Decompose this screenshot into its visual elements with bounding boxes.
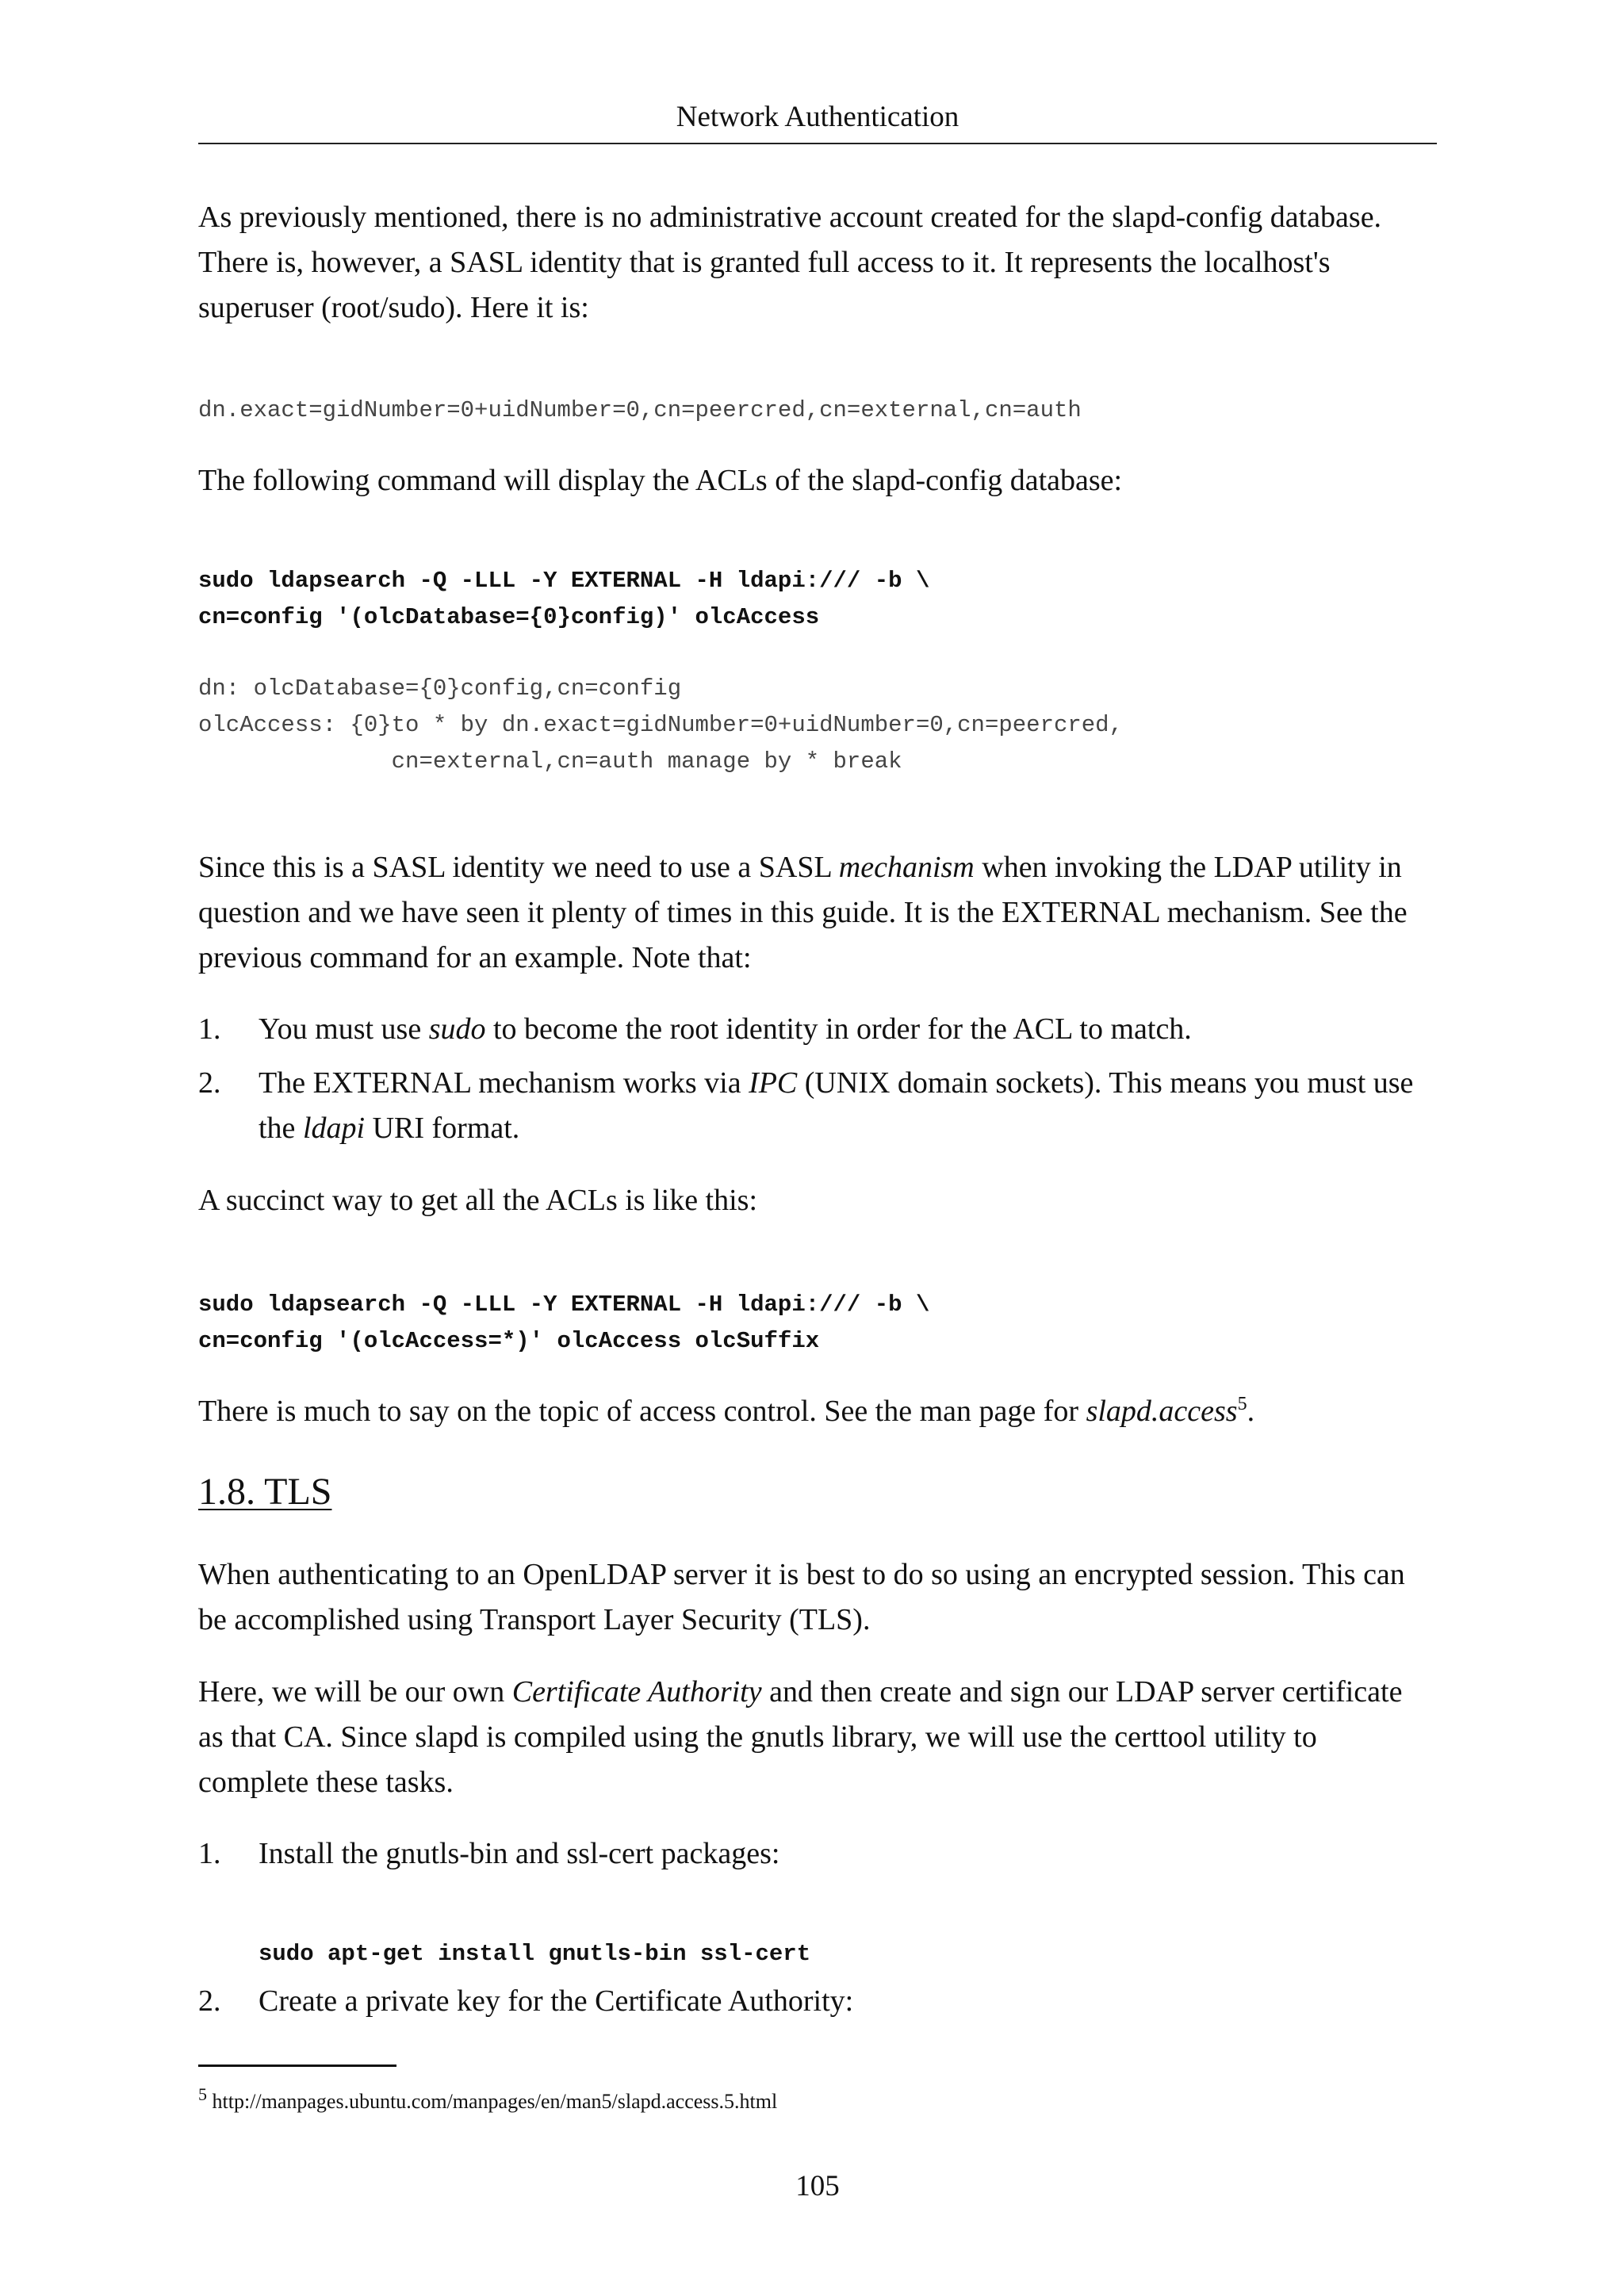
intro-line-1: As previously mentioned, there is no administrative account created for the slapd-config database. [198,201,1382,234]
ldapsearch-all-acls-command [198,1287,929,1360]
output-line-1: dn: olcDatabase={0}config,cn=config [198,675,682,702]
list-number: 2. [198,1984,221,2018]
footnote-number: 5 [198,2084,207,2104]
acl-command-intro: The following command will display the ACLs of the slapd-config database: [198,464,1123,497]
emphasis-certificate-authority: Certificate Authority [511,1675,762,1709]
command-line: sudo apt-get install gnutls-bin ssl-cert [259,1941,811,1967]
intro-line-3: superuser (root/sudo). Here it is: [198,291,589,324]
intro-paragraph [198,195,1437,331]
access-control-paragraph: There is much to say on the topic of access control. See the man page for slapd.access$^5$. [198,1394,1255,1428]
list-number: 1. [198,1837,221,1870]
succinct-acl-intro: A succinct way to get all the ACLs is like this: [198,1184,758,1217]
emphasis-mechanism: mechanism [838,851,975,884]
list-number: 2. [198,1066,221,1100]
ldapsearch-config-output [198,671,1123,780]
document-page: Network Authentication As previously mentioned, there is no administrative account created for the slapd-config database. There is, however, a SASL identity that is granted full access to it. It represents the localhost's superuser (root/sudo). Here it is: dn.exact=gidNumber=0+uidNumber=0,cn=peercred,cn=external,cn=auth The following command will display the ACLs of the slapd-config database: sudo ldapsearch -Q -LLL -Y EXTERNAL -H ldapi:/// -b \ cn=config '(olcDatabase={0}config)' olcAccess dn: olcDatabase={0}config,cn=config olcAccess: {0}to * by dn.exact=gidNumber=0+uidNumber=0,cn=peercred, cn=external,cn=auth manage by * break Since this is a SASL identity we need to use a SASL mechanism when invoking the LDAP utility in question and we have seen it plenty of times in this guide. It is the EXTERNAL mechanism. See the previous command for an example. Note that: 1. You must use sudo to become the root identity in order for the ACL to match. 2. The EXTERNAL mechanism works via IPC (UNIX domain sockets). This means you must use the ldapi URI format. A succinct way to get all the ACLs is like this: sudo ldapsearch -Q -LLL -Y EXTERNAL -H ldapi:/// -b \ cn=config '(olcAccess=*)' olcAccess olcSuffix There is much to say on the topic of access control. See the man page for slapd.access$^5$. 1.8. TLS When authenticating to an OpenLDAP server it is best to do so using an encrypted session. This can be accomplished using Transport Layer Security (TLS). Here, we will be our own Certificate Authority and then create and sign our LDAP server certificate as that CA. Since slapd is compiled using the gnutls library, we will use the certtool utility to complete these tasks. 1. Install the gnutls-bin and ssl-cert packages: sudo apt-get install gnutls-bin ssl-cert 2. Create a private key for the Certificate Authority: $^5$ http://manpages.ubuntu.com/manpages/en/man5/slapd.access.5.html 105 [198,0,1437,2296]
section-heading-tls: 1.8. TLS [198,1471,332,1513]
sasl-identity-code [198,392,1082,429]
emphasis-ipc: IPC [749,1066,798,1100]
command-line-2: cn=config '(olcAccess=*)' olcAccess olcSuffix [198,1328,820,1354]
certificate-authority-paragraph: Here, we will be our own Certificate Authority and then create and sign our LDAP server certificate as that CA. Since slapd is compiled using the gnutls library, we will use the certtool utility to complete these tasks. [198,1675,1403,1799]
apt-get-install-command [259,1936,810,1973]
footnote-rule [198,2064,396,2067]
command-line-1: sudo ldapsearch -Q -LLL -Y EXTERNAL -H ldapi:/// -b \ [198,568,930,594]
sasl-mechanism-paragraph: Since this is a SASL identity we need to use a SASL mechanism when invoking the LDAP utility in question and we have seen it plenty of times in this guide. It is the EXTERNAL mechanism. See the previous command for an example. Note that: [198,851,1408,974]
emphasis-slapd-access: slapd.access [1086,1395,1238,1428]
command-line-2: cn=config '(olcDatabase={0}config)' olcAccess [198,604,820,630]
emphasis-sudo: sudo [428,1012,486,1046]
output-line-2: olcAccess: {0}to * by dn.exact=gidNumber=0+uidNumber=0,cn=peercred, [198,712,1123,738]
output-line-3: cn=external,cn=auth manage by * break [198,748,902,775]
tls-intro-paragraph: When authenticating to an OpenLDAP server it is best to do so using an encrypted session. This can be accomplished using Transport Layer Security (TLS). [198,1558,1405,1636]
header-rule [198,143,1437,144]
running-header: Network Authentication [676,101,959,133]
list-number: 1. [198,1012,221,1046]
footnote-link[interactable]: http://manpages.ubuntu.com/manpages/en/man5/slapd.access.5.html [212,2090,778,2113]
footnote-reference: 5 [1237,1394,1247,1414]
page-number: 105 [795,2170,840,2202]
intro-line-2: There is, however, a SASL identity that is granted full access to it. It represents the localhost's [198,246,1331,279]
command-line-1: sudo ldapsearch -Q -LLL -Y EXTERNAL -H ldapi:/// -b \ [198,1292,930,1318]
ldapsearch-config-command [198,563,929,636]
emphasis-ldapi: ldapi [302,1112,366,1145]
footnote [198,2079,777,2118]
sasl-identity-line: dn.exact=gidNumber=0+uidNumber=0,cn=peercred,cn=external,cn=auth [198,397,1082,423]
